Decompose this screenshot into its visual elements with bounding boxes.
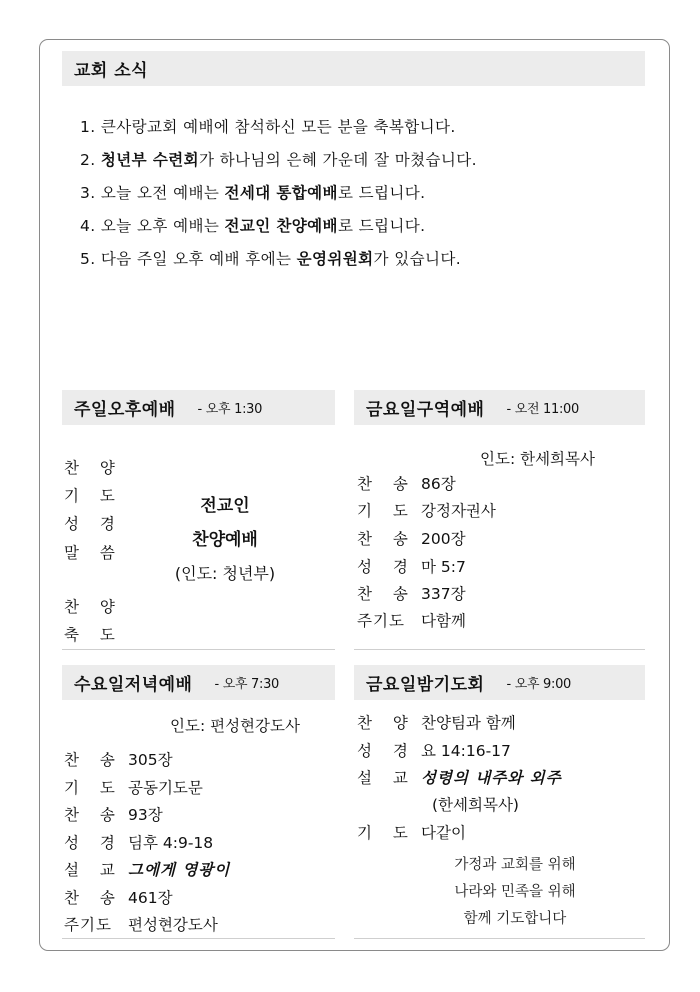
news-item: 1. 큰사랑교회 예배에 참석하신 모든 분을 축복합니다. <box>80 118 456 136</box>
news-list <box>80 114 477 279</box>
order-row: 성 경 요 14:16-17 <box>357 742 511 760</box>
news-item: 3. 오늘 오전 예배는 전세대 통합예배로 드립니다. <box>80 184 426 202</box>
order-row: 성 경 딤후 4:9-18 <box>64 834 214 852</box>
news-header <box>62 51 645 86</box>
order-row: 찬 송 305장 <box>64 751 173 769</box>
divider <box>62 649 335 650</box>
order-row: 찬 양 <box>64 598 123 616</box>
order-row: 성 경 마 5:7 <box>357 558 466 576</box>
order-row: 찬 송 200장 <box>357 530 466 548</box>
order-row: 성 경 <box>64 515 123 533</box>
order-row: 찬 송 461장 <box>64 889 173 907</box>
order-row: 설 교 성령의 내주와 외주 <box>357 768 562 787</box>
wednesday-pm-leader: 인도: 편성현강도사 <box>170 717 300 735</box>
prayer-topic: 나라와 민족을 위해 <box>454 884 576 900</box>
sunday-pm-header <box>62 390 335 425</box>
order-row: 찬 송 337장 <box>357 585 466 603</box>
friday-am-time: - 오전 11:00 <box>506 402 580 417</box>
divider <box>354 649 645 650</box>
order-row: 찬 양 <box>64 459 123 477</box>
sunday-pm-title: 주일오후예배 <box>74 400 176 420</box>
news-item: 2. 청년부 수련회가 하나님의 은혜 가운데 잘 마쳤습니다. <box>80 151 477 169</box>
sunday-pm-service-name: 전교인 찬양예배 (인도: 청년부) <box>174 496 276 583</box>
sermon-title: 성령의 내주와 외주 <box>421 768 562 787</box>
friday-am-leader: 인도: 한세희목사 <box>480 450 595 468</box>
order-row: 찬 송 86장 <box>357 475 456 493</box>
divider <box>354 938 645 939</box>
prayer-topic: 함께 기도합니다 <box>463 911 567 927</box>
order-row: 찬 송 93장 <box>64 806 163 824</box>
order-row: 기 도 다같이 <box>357 824 466 842</box>
order-row: 기 도 강정자권사 <box>357 502 496 520</box>
order-row: 기 도 공동기도문 <box>64 779 203 797</box>
sermon-title: 그에게 영광이 <box>128 860 231 879</box>
order-row: 주기도 다함께 <box>357 612 466 630</box>
order-row: 축 도 <box>64 626 123 644</box>
friday-pm-header <box>354 665 645 700</box>
friday-am-header <box>354 390 645 425</box>
friday-pm-time: - 오후 9:00 <box>506 677 572 692</box>
divider <box>62 938 335 939</box>
order-row: 기 도 <box>64 487 123 505</box>
wednesday-pm-time: - 오후 7:30 <box>214 677 280 692</box>
wednesday-pm-title: 수요일저녁예배 <box>74 675 193 695</box>
order-row: 말 씀 <box>64 544 123 562</box>
prayer-topic: 가정과 교회를 위해 <box>454 857 576 873</box>
news-title: 교회 소식 <box>74 61 149 81</box>
order-row: 찬 양 찬양팀과 함께 <box>357 714 516 732</box>
sermon-preacher: (한세희목사) <box>432 796 519 814</box>
news-item: 5. 다음 주일 오후 예배 후에는 운영위원회가 있습니다. <box>80 250 462 268</box>
friday-pm-title: 금요일밤기도회 <box>366 675 485 695</box>
sunday-pm-time: - 오후 1:30 <box>197 402 263 417</box>
wednesday-pm-header <box>62 665 335 700</box>
friday-am-title: 금요일구역예배 <box>366 400 485 420</box>
order-row: 주기도 편성현강도사 <box>64 916 218 934</box>
news-item: 4. 오늘 오후 예배는 전교인 찬양예배로 드립니다. <box>80 217 426 235</box>
order-row: 설 교 그에게 영광이 <box>64 860 231 879</box>
